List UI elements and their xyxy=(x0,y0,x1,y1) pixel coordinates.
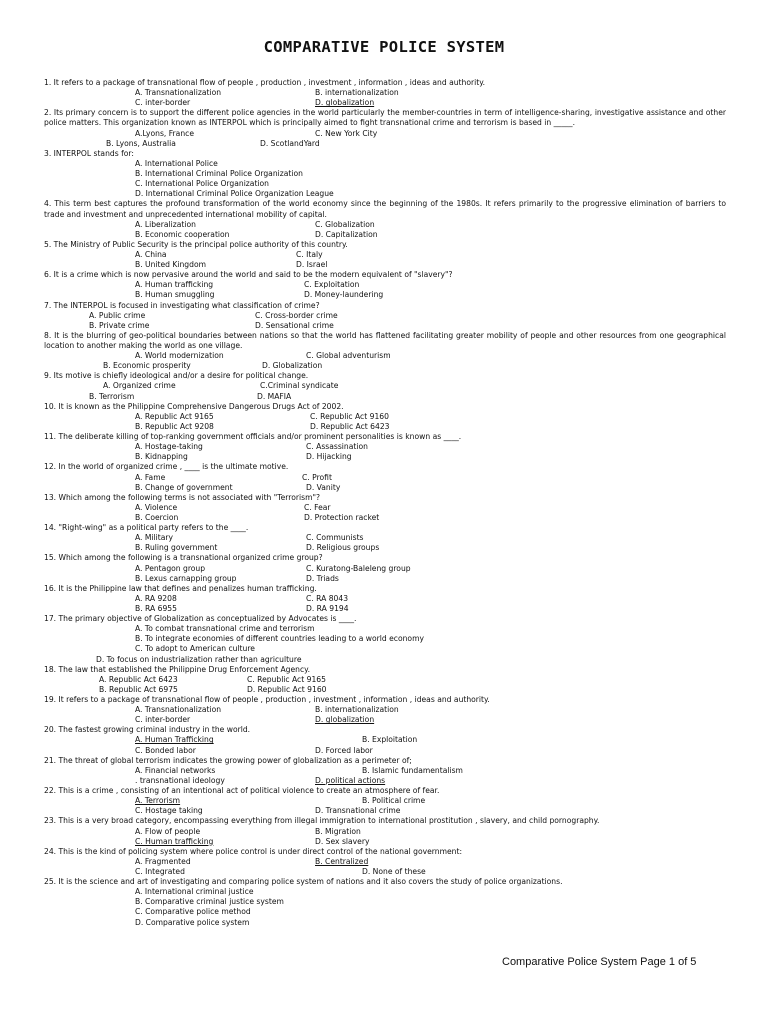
answer-option: C. International Police Organization xyxy=(135,179,269,189)
option-row xyxy=(44,857,726,867)
answer-option: C. Human trafficking xyxy=(135,836,214,846)
answer-option: A. International criminal justice xyxy=(135,887,254,897)
answer-option: B. Terrorism xyxy=(89,391,135,401)
answer-option: B. Change of government xyxy=(135,482,233,492)
answer-option: C. Comparative police method xyxy=(135,907,251,917)
answer-option: B. Lexus carnapping group xyxy=(135,573,237,583)
option-row xyxy=(44,442,726,452)
option-row xyxy=(44,290,726,300)
page-footer: Comparative Police System Page 1 of 5 xyxy=(502,956,697,968)
option-row xyxy=(44,280,726,290)
answer-option: C. Kuratong-Baleleng group xyxy=(306,563,411,573)
answer-option: D. political actions xyxy=(315,775,386,785)
option-row xyxy=(44,887,726,897)
option-row xyxy=(44,766,726,776)
answer-option: C. Republic Act 9160 xyxy=(310,411,389,421)
option-row xyxy=(44,88,726,98)
option-row xyxy=(44,644,726,654)
answer-option: D. Republic Act 6423 xyxy=(310,421,390,431)
answer-option: C. Bonded labor xyxy=(135,745,196,755)
question-list xyxy=(44,78,726,928)
option-row xyxy=(44,169,726,179)
answer-option: C. Global adventurism xyxy=(306,351,391,361)
answer-option: C. Globalization xyxy=(315,219,375,229)
answer-option: A. International Police xyxy=(135,158,218,168)
answer-option: A. Republic Act 6423 xyxy=(99,674,178,684)
option-row xyxy=(44,189,726,199)
answer-option: B. internationalization xyxy=(315,88,399,98)
option-row xyxy=(44,260,726,270)
option-row xyxy=(44,351,726,361)
answer-option: A. To combat transnational crime and terrorism xyxy=(135,624,315,634)
option-row xyxy=(44,746,726,756)
answer-option: D. Sensational crime xyxy=(255,320,334,330)
answer-option: D. Capitalization xyxy=(315,229,378,239)
option-row xyxy=(44,735,726,745)
answer-option: B. Kidnapping xyxy=(135,452,188,462)
option-row xyxy=(44,574,726,584)
answer-option: A. Transnationalization xyxy=(135,705,222,715)
answer-option: A. Human Trafficking xyxy=(135,735,214,745)
option-row xyxy=(44,230,726,240)
option-row xyxy=(44,179,726,189)
question-18: 18. The law that established the Philippine Drug Enforcement Agency. xyxy=(44,664,310,674)
question-11: 11. The deliberate killing of top-ranking government officials and/or prominent personalities is known as ____. xyxy=(44,432,462,442)
question-24: 24. This is the kind of policing system where police control is under direct control of the national government: xyxy=(44,846,463,856)
answer-option: A. Terrorism xyxy=(135,796,181,806)
answer-option: C. Assassination xyxy=(306,442,368,452)
option-row xyxy=(44,381,726,391)
answer-option: A. Financial networks xyxy=(135,765,216,775)
answer-option: B. Republic Act 9208 xyxy=(135,421,214,431)
option-row xyxy=(44,837,726,847)
answer-option: C. New York City xyxy=(315,128,378,138)
answer-option: A. China xyxy=(135,249,167,259)
question-25: 25. It is the science and art of investigating and comparing police system of nations and it also covers the study of police organizations. xyxy=(44,877,563,887)
answer-option: A. RA 9208 xyxy=(135,593,177,603)
question-16: 16. It is the Philippine law that defines and penalizes human trafficking. xyxy=(44,583,317,593)
question-9: 9. Its motive is chiefly ideological and/or a desire for political change. xyxy=(44,371,309,381)
question-20: 20. The fastest growing criminal industry in the world. xyxy=(44,725,251,735)
option-row xyxy=(44,422,726,432)
answer-option: B. Republic Act 6975 xyxy=(99,684,178,694)
answer-option: D. globalization xyxy=(315,98,375,108)
question-15: 15. Which among the following is a transnational organized crime group? xyxy=(44,553,323,563)
answer-option: D. Vanity xyxy=(306,482,341,492)
answer-option: C. Republic Act 9165 xyxy=(247,674,326,684)
answer-option: A. Flow of people xyxy=(135,826,201,836)
option-row xyxy=(44,361,726,371)
answer-option: A. Human trafficking xyxy=(135,280,214,290)
option-row xyxy=(44,827,726,837)
answer-option: C. RA 8043 xyxy=(306,593,349,603)
option-row xyxy=(44,311,726,321)
answer-option: D. MAFIA xyxy=(257,391,292,401)
option-row xyxy=(44,129,726,139)
option-row xyxy=(44,503,726,513)
option-row xyxy=(44,321,726,331)
answer-option: B. Private crime xyxy=(89,320,150,330)
answer-option: B. internationalization xyxy=(315,705,399,715)
answer-option: D. Comparative police system xyxy=(135,917,250,927)
answer-option: C. Hostage taking xyxy=(135,806,203,816)
answer-option: A. Transnationalization xyxy=(135,88,222,98)
answer-option: A. Public crime xyxy=(89,310,146,320)
answer-option: B. Comparative criminal justice system xyxy=(135,897,284,907)
option-row xyxy=(44,715,726,725)
answer-option: A. Fragmented xyxy=(135,856,191,866)
question-2: 2. Its primary concern is to support the different police agencies in the world particularly the member-countries in term of intelligence-sharing, investigative assistance and other police matters. This organization known as INTERPOL which is principally aimed to fight transnational crime and terrorism is based in _____. xyxy=(44,108,726,128)
answer-option: D. Republic Act 9160 xyxy=(247,684,327,694)
answer-option: A. Republic Act 9165 xyxy=(135,411,214,421)
answer-option: C. inter-border xyxy=(135,98,191,108)
option-row xyxy=(44,604,726,614)
answer-option: D. RA 9194 xyxy=(306,603,349,613)
option-row xyxy=(44,473,726,483)
answer-option: B. Human smuggling xyxy=(135,290,215,300)
option-row xyxy=(44,776,726,786)
answer-option: B. Islamic fundamentalism xyxy=(362,765,463,775)
answer-option: A. Pentagon group xyxy=(135,563,206,573)
question-10: 10. It is known as the Philippine Comprehensive Dangerous Drugs Act of 2002. xyxy=(44,401,344,411)
question-7: 7. The INTERPOL is focused in investigating what classification of crime? xyxy=(44,300,320,310)
question-23: 23. This is a very broad category, encompassing everything from illegal immigration to international prostitution , slavery, and child pornography. xyxy=(44,816,600,826)
answer-option: A. Liberalization xyxy=(135,219,196,229)
question-14: 14. "Right-wing" as a political party refers to the ____. xyxy=(44,523,249,533)
question-3: 3. INTERPOL stands for: xyxy=(44,148,134,158)
answer-option: C. Exploitation xyxy=(304,280,360,290)
answer-option: D. Globalization xyxy=(262,361,323,371)
option-row xyxy=(44,564,726,574)
option-row xyxy=(44,392,726,402)
answer-option: B. Lyons, Australia xyxy=(106,138,176,148)
answer-option: C. Fear xyxy=(304,502,331,512)
question-22: 22. This is a crime , consisting of an intentional act of political violence to create an atmosphere of fear. xyxy=(44,786,440,796)
answer-option: D. International Criminal Police Organization League xyxy=(135,189,334,199)
answer-option: C. inter-border xyxy=(135,715,191,725)
answer-option: D. Money-laundering xyxy=(304,290,384,300)
answer-option: C. To adopt to American culture xyxy=(135,644,255,654)
option-row xyxy=(44,250,726,260)
answer-option: D. Hijacking xyxy=(306,452,352,462)
question-19: 19. It refers to a package of transnational flow of people , production , investment , information , ideas and authority. xyxy=(44,695,490,704)
option-row xyxy=(44,897,726,907)
answer-option: D. Protection racket xyxy=(304,512,380,522)
question-21: 21. The threat of global terrorism indicates the growing power of globalization as a perimeter of; xyxy=(44,755,412,765)
answer-option: D. globalization xyxy=(315,715,375,725)
option-row xyxy=(44,685,726,695)
option-row xyxy=(44,594,726,604)
answer-option: B. United Kingdom xyxy=(135,260,206,270)
answer-option: D. To focus on industrialization rather than agriculture xyxy=(96,654,302,664)
answer-option: D. None of these xyxy=(362,866,426,876)
question-5: 5. The Ministry of Public Security is the principal police authority of this country. xyxy=(44,239,348,249)
option-row xyxy=(44,452,726,462)
answer-option: B. Exploitation xyxy=(362,735,418,745)
option-row xyxy=(44,705,726,715)
option-row xyxy=(44,159,726,169)
question-6: 6. It is a crime which is now pervasive around the world and said to be the modern equivalent of "slavery"? xyxy=(44,270,453,280)
answer-option: A. Hostage-taking xyxy=(135,442,203,452)
answer-option: C. Profit xyxy=(302,472,332,482)
answer-option: A. Military xyxy=(135,533,174,543)
option-row xyxy=(44,220,726,230)
option-row xyxy=(44,918,726,928)
option-row xyxy=(44,412,726,422)
answer-option: D. Religious groups xyxy=(306,543,380,553)
answer-option: C. Italy xyxy=(296,249,323,259)
answer-option: B. Coercion xyxy=(135,512,179,522)
option-row xyxy=(44,624,726,634)
question-12: 12. In the world of organized crime , ____ is the ultimate motive. xyxy=(44,462,289,472)
option-row xyxy=(44,634,726,644)
answer-option: B. International Criminal Police Organization xyxy=(135,169,303,179)
question-1: 1. It refers to a package of transnational flow of people , production , investment , information , ideas and authority. xyxy=(44,78,486,87)
option-row xyxy=(44,867,726,877)
option-row xyxy=(44,655,726,665)
answer-option: B. Economic prosperity xyxy=(103,361,191,371)
answer-option: D. ScotlandYard xyxy=(260,138,320,148)
answer-option: D. Israel xyxy=(296,260,328,270)
answer-option: B. To integrate economies of different countries leading to a world economy xyxy=(135,634,424,644)
answer-option: C. Communists xyxy=(306,533,364,543)
answer-option: B. Migration xyxy=(315,826,361,836)
answer-option: C.Criminal syndicate xyxy=(260,381,339,391)
option-row xyxy=(44,533,726,543)
answer-option: D. Forced labor xyxy=(315,745,373,755)
option-row xyxy=(44,543,726,553)
page-title: COMPARATIVE POLICE SYSTEM xyxy=(263,38,505,56)
answer-option: C. Cross-border crime xyxy=(255,310,338,320)
option-row xyxy=(44,139,726,149)
question-8: 8. It is the blurring of geo-political boundaries between nations so that the world has flattened facilitating greater mobility of people and other resources from one geographical location to another making the world as one village. xyxy=(44,330,726,350)
question-4: 4. This term best captures the profound transformation of the world economy since the beginning of the 1980s. It refers primarily to the progressive elimination of barriers to trade and investment and unprecedented international mobility of capital. xyxy=(44,199,726,219)
answer-option: B. Economic cooperation xyxy=(135,229,230,239)
answer-option: D. Triads xyxy=(306,573,339,583)
question-13: 13. Which among the following terms is not associated with "Terrorism"? xyxy=(44,492,320,502)
option-row xyxy=(44,483,726,493)
answer-option: . transnational ideology xyxy=(135,775,225,785)
answer-option: B. Ruling government xyxy=(135,543,218,553)
answer-option: A. Organized crime xyxy=(103,381,176,391)
option-row xyxy=(44,806,726,816)
answer-option: B. RA 6955 xyxy=(135,603,177,613)
question-17: 17. The primary objective of Globalization as conceptualized by Advocates is ____. xyxy=(44,614,357,624)
answer-option: D. Transnational crime xyxy=(315,806,401,816)
answer-option: B. Political crime xyxy=(362,796,426,806)
answer-option: A.Lyons, France xyxy=(135,128,194,138)
option-row xyxy=(44,796,726,806)
answer-option: A. World modernization xyxy=(135,351,224,361)
option-row xyxy=(44,907,726,917)
option-row xyxy=(44,98,726,108)
option-row xyxy=(44,513,726,523)
answer-option: A. Fame xyxy=(135,472,166,482)
answer-option: A. Violence xyxy=(135,502,178,512)
answer-option: B. Centralized xyxy=(315,856,369,866)
option-row xyxy=(44,675,726,685)
answer-option: D. Sex slavery xyxy=(315,836,370,846)
answer-option: C. Integrated xyxy=(135,866,185,876)
